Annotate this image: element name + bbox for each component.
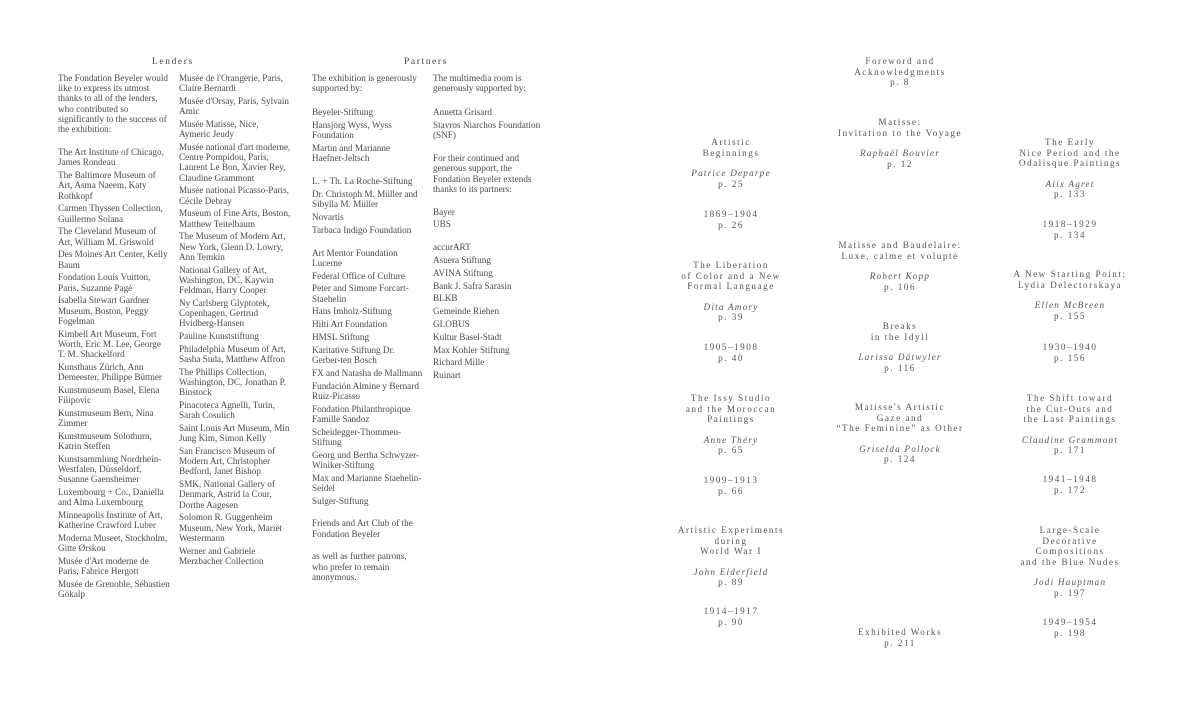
partner-entry: Hansjörg Wyss, Wyss Foundation — [312, 120, 392, 141]
lender-entry: Musée de l'Orangerie, Paris, Claire Bernardi — [179, 73, 283, 94]
toc-page: p. 89 — [718, 577, 744, 587]
toc-title: Matisse and Baudelaire: Luxe, calme et volupté — [838, 240, 962, 261]
partner-entry: GLOBUS — [433, 318, 470, 329]
lenders-heading: Lenders — [152, 57, 194, 67]
toc-page: p. 124 — [884, 454, 916, 464]
lender-entry: Musée d'Art moderne de Paris, Fabrice Hergott — [58, 556, 149, 577]
toc-page: p. 26 — [718, 219, 744, 230]
lenders-intro: The Fondation Beyeler would like to express its utmost thanks to all of the lenders, who contributed so significantly to the success of the exhibition: — [58, 73, 168, 135]
toc-foreword — [815, 56, 985, 88]
lender-entry: Museum of Fine Arts, Boston, Matthew Teitelbaum — [179, 208, 291, 229]
partners-column-1 — [312, 73, 424, 585]
partner-entry: Stavros Niarchos Foundation (SNF) — [433, 120, 541, 141]
toc-title: The Issy Studio and the Moroccan Paintings — [685, 393, 777, 424]
toc-page: p. 90 — [718, 616, 744, 627]
lender-entry: Kunstmuseum Basel, Elena Filipovic — [58, 384, 160, 406]
toc-page: p. 66 — [718, 485, 744, 496]
lender-entry: Kunstsammlung Nordrhein-Westfalen, Düsseldorf, Susanne Gaensheimer — [58, 453, 162, 485]
partner-entry: Kultur Basel-Stadt — [433, 331, 502, 342]
toc-invitation — [815, 117, 985, 169]
partner-entry: Scheidegger-Thommen-Stiftung — [312, 426, 402, 447]
toc-page: p. 171 — [1054, 445, 1086, 455]
toc-baudelaire — [815, 240, 985, 292]
lender-entry: National Gallery of Art, Washington, DC, Kaywin Feldman, Harry Cooper — [179, 264, 274, 296]
toc-starting-point — [985, 269, 1155, 321]
toc-page: p. 198 — [1054, 627, 1086, 638]
partner-entry: HMSL Stiftung — [312, 331, 370, 342]
lender-entry: Luxembourg + Co., Daniella and Alma Luxembourg — [58, 487, 164, 508]
partner-entry: Georg und Bertha Schwyzer-Winiker-Stiftung — [312, 449, 420, 470]
toc-beginnings — [646, 137, 816, 189]
toc-title: 1930–1940 — [1042, 342, 1098, 352]
partner-outro: as well as further patrons, who prefer to remain anonymous. — [312, 551, 407, 582]
partners-intro: The exhibition is generously supported by: — [312, 73, 417, 94]
partner-entry: Gemeinde Riehen — [433, 306, 500, 317]
toc-page: p. 197 — [1054, 587, 1086, 598]
lender-entry: Musée national d'art moderne, Centre Pompidou, Paris, Laurent Le Bon, Xavier Rey, Claudine Grammont — [179, 142, 291, 183]
toc-title: 1869–1904 — [703, 209, 759, 219]
toc-page: p. 40 — [718, 352, 744, 363]
toc-page: p. 172 — [1054, 484, 1086, 495]
partner-entry: accurART — [433, 242, 471, 253]
partner-entry: Max Kohler Stiftung — [433, 344, 510, 355]
partner-friends: Friends and Art Club of the Fondation Beyeler — [312, 518, 413, 539]
lender-entry: The Cleveland Museum of Art, William M. Griswold — [58, 226, 157, 247]
toc-nice — [985, 137, 1155, 200]
toc-period-1914 — [646, 606, 816, 627]
lender-entry: Kunsthaus Zürich, Ann Demeester, Philippe Büttner — [58, 361, 162, 383]
partner-entry: UBS — [433, 219, 451, 230]
lender-entry: Moderna Museet, Stockholm, Gitte Ørskou — [58, 533, 168, 554]
partners-thanks-intro: For their continued and generous support, the Fondation Beyeler extends thanks to its partners: — [433, 153, 532, 194]
toc-author: Raphaël Bouvier — [860, 148, 940, 158]
partner-entry: Dr. Christoph M. Müller and Sibylla M. Müller — [312, 189, 418, 210]
lender-entry: Minneapolis Institute of Art, Katherine Crawford Luber — [58, 510, 163, 531]
partner-entry: Tarbaca Indigo Foundation — [312, 224, 412, 235]
partner-entry: Fondation Philanthropique Famille Sandoz — [312, 403, 411, 424]
toc-author: Patrice Deparpe — [691, 168, 771, 178]
toc-author: Anne Théry — [703, 434, 759, 445]
partner-entry: FX and Natasha de Mallmann — [312, 367, 423, 378]
toc-page: p. 134 — [1054, 229, 1086, 240]
toc-breaks — [815, 321, 985, 373]
partner-entry: Fundación Almine y Bernard Ruiz-Picasso — [312, 380, 419, 401]
lenders-column-2 — [179, 73, 291, 569]
partner-entry: Ruinart — [433, 370, 461, 381]
toc-author: Robert Kopp — [869, 271, 931, 281]
partners-column-2 — [433, 73, 545, 383]
lender-entry: Werner and Gabriele Merzbacher Collection — [179, 545, 264, 566]
lender-entry: San Francisco Museum of Modern Art, Christopher Bedford, Janet Bishop — [179, 446, 276, 477]
partner-entry: Annetta Grisard — [433, 107, 492, 118]
partner-entry: Bank J. Safra Sarasin — [433, 280, 512, 291]
lender-entry: SMK, National Gallery of Denmark, Astrid la Cour, Dorthe Aagesen — [179, 479, 275, 510]
lender-entry: Musée d'Orsay, Paris, Sylvain Amic — [179, 96, 290, 117]
toc-title: Large-Scale Decorative Compositions and the Blue Nudes — [1020, 525, 1120, 567]
toc-liberation — [646, 260, 816, 323]
toc-author: Alix Agret — [1045, 178, 1095, 189]
partner-entry: Karitative Stiftung Dr. Gerber-ten Bosch — [312, 344, 395, 365]
partner-entry: Art Mentor Foundation Lucerne — [312, 247, 398, 268]
toc-title: Artistic Beginnings — [702, 137, 760, 158]
partners-heading: Partners — [404, 57, 448, 67]
lender-entry: Musée Matisse, Nice, Aymeric Jeudy — [179, 119, 259, 140]
toc-title: 1949–1954 — [1042, 617, 1098, 627]
toc-page: p. 133 — [1054, 189, 1086, 199]
partner-entry: Max and Marianne Staehelin-Seidel — [312, 472, 422, 493]
toc-page: p. 211 — [884, 637, 916, 648]
toc-period-1918 — [985, 219, 1155, 240]
toc-gaze — [815, 402, 985, 465]
toc-page: p. 65 — [718, 445, 744, 455]
lender-entry: Fondation Louis Vuitton, Paris, Suzanne Pagé — [58, 272, 151, 293]
toc-author: Larissa Dätwyler — [858, 352, 942, 362]
lender-entry: The Baltimore Museum of Art, Asma Naeem, Katy Rothkopf — [58, 170, 156, 201]
lender-entry: Des Moines Art Center, Kelly Baum — [58, 249, 168, 270]
lender-entry: The Phillips Collection, Washington, DC, Jonathan P. Binstock — [179, 366, 286, 398]
lender-entry: Musée de Grenoble, Sébastien Gökalp — [58, 579, 170, 600]
lender-entry: The Art Institute of Chicago, James Rondeau — [58, 147, 164, 168]
toc-title: Breaks in the Idyll — [870, 321, 930, 342]
toc-author: Griselda Pollock — [859, 443, 941, 454]
toc-title: Matisse's Artistic Gaze and “The Feminine” as Other — [836, 402, 964, 433]
toc-author: Claudine Grammont — [1021, 434, 1119, 445]
toc-period-1949 — [985, 617, 1155, 638]
multimedia-intro: The multimedia room is generously supported by: — [433, 73, 526, 94]
toc-issy — [646, 393, 816, 456]
lender-entry: Pauline Kunststiftung — [179, 331, 259, 342]
toc-title: The Shift toward the Cut-Outs and the Last Paintings — [1023, 393, 1117, 424]
partner-entry: Richard Mille — [433, 357, 485, 368]
toc-period-1869 — [646, 209, 816, 230]
lender-entry: Philadelphia Museum of Art, Sasha Suda, Matthew Affron — [179, 343, 286, 365]
lender-entry: Ny Carlsberg Glyptotek, Copenhagen, Gertrud Hvidberg-Hansen — [179, 297, 270, 329]
lender-entry: Carmen Thyssen Collection, Guillermo Solana — [58, 203, 163, 224]
toc-title: The Early Nice Period and the Odalisque Paintings — [1018, 137, 1122, 168]
partner-entry: Bayer — [433, 206, 455, 217]
toc-title: 1905–1908 — [703, 342, 759, 352]
lender-entry: Kunstmuseum Bern, Nina Zimmer — [58, 407, 154, 429]
toc-page: p. 8 — [890, 77, 910, 87]
partner-entry: Beyeler-Stiftung — [312, 107, 374, 118]
toc-page: p. 116 — [884, 362, 916, 373]
toc-title: 1914–1917 — [703, 606, 759, 616]
partner-entry: Asuera Stiftung — [433, 255, 491, 265]
partner-entry: Novartis — [312, 212, 344, 222]
toc-page: p. 39 — [718, 312, 744, 322]
toc-title: 1918–1929 — [1042, 219, 1098, 229]
partner-entry: L. + Th. La Roche-Stiftung — [312, 176, 413, 187]
toc-title: 1909–1913 — [703, 475, 759, 485]
lenders-column-1 — [58, 73, 170, 602]
toc-page: p. 25 — [718, 178, 744, 189]
toc-experiments — [646, 525, 816, 588]
lender-entry: Kunstmuseum Solothurn, Katrin Steffen — [58, 430, 152, 452]
lender-entry: Solomon R. Guggenheim Museum, New York, Mariët Westermann — [179, 512, 283, 543]
toc-title: Artistic Experiments during World War I — [677, 525, 785, 556]
partner-entry: Hilti Art Foundation — [312, 319, 388, 330]
lender-entry: Kimbell Art Museum, Fort Worth, Eric M. Lee, George T. M. Shackelford — [58, 328, 161, 360]
toc-period-1930 — [985, 342, 1155, 363]
toc-title: A New Starting Point: Lydia Delectorskaya — [1013, 269, 1127, 290]
toc-author: Jodi Hauptman — [1033, 577, 1107, 587]
toc-title: Foreword and Acknowledgments — [854, 56, 946, 77]
toc-large-scale — [985, 525, 1155, 598]
partner-entry: Peter and Simone Forcart-Staehelin — [312, 283, 409, 304]
lender-entry: Pinacoteca Agnelli, Turin, Sarah Cosulich — [179, 400, 275, 421]
partner-entry: AVINA Stiftung — [433, 267, 493, 278]
toc-page: p. 12 — [887, 158, 913, 169]
toc-period-1941 — [985, 474, 1155, 495]
lender-entry: Musée national Picasso-Paris, Cécile Debray — [179, 185, 289, 206]
toc-period-1905 — [646, 342, 816, 363]
toc-author: Ellen McBreen — [1034, 300, 1106, 310]
partner-entry: Sulger-Stiftung — [312, 495, 369, 506]
lender-entry: Isabella Stewart Gardner Museum, Boston, Peggy Fogelman — [58, 295, 150, 326]
toc-title: Exhibited Works — [857, 627, 943, 637]
lender-entry: The Museum of Modern Art, New York, Glenn D. Lowry, Ann Temkin — [179, 231, 286, 262]
partner-entry: Hans Imholz-Stiftung — [312, 306, 392, 317]
toc-title: The Liberation of Color and a New Formal Language — [681, 260, 781, 291]
toc-page: p. 156 — [1054, 352, 1086, 363]
toc-exhibited-works — [815, 627, 985, 648]
toc-page: p. 106 — [884, 281, 916, 292]
toc-author: Dita Amory — [703, 301, 759, 312]
toc-title: Matisse: Invitation to the Voyage — [837, 117, 963, 138]
toc-author: John Elderfield — [693, 566, 769, 577]
partner-entry: Martin and Marianne Haefner-Jeltsch — [312, 143, 391, 164]
toc-page: p. 155 — [1054, 310, 1086, 321]
partner-entry: BLKB — [433, 293, 458, 304]
toc-period-1909 — [646, 475, 816, 496]
toc-title: 1941–1948 — [1042, 474, 1098, 484]
toc-shift — [985, 393, 1155, 456]
partner-entry: Federal Office of Culture — [312, 270, 405, 281]
lender-entry: Saint Louis Art Museum, Min Jung Kim, Simon Kelly — [179, 423, 290, 444]
